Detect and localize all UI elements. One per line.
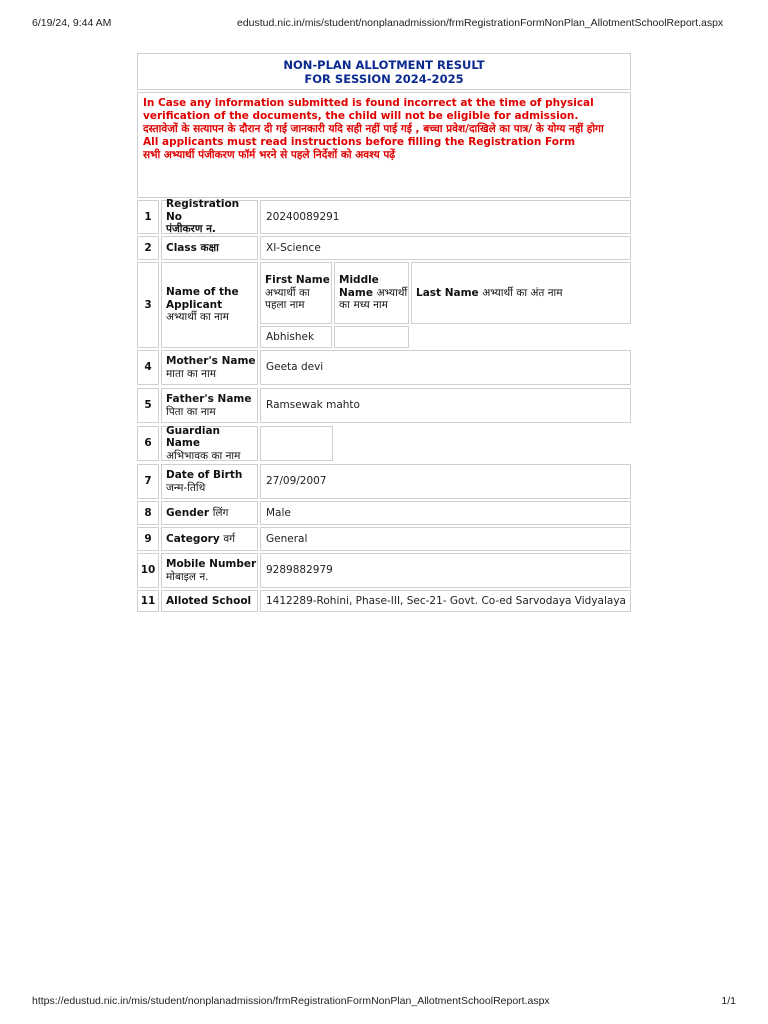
label-en: Class — [166, 241, 197, 254]
print-datetime: 6/19/24, 9:44 AM — [32, 17, 112, 29]
dob-value: 27/09/2007 — [260, 464, 631, 499]
row-number: 4 — [137, 350, 159, 385]
class-label — [161, 236, 258, 260]
notice-en-1: In Case any information submitted is found incorrect at the time of physical verification of the documents, the child will not be eligible for admission. — [143, 97, 594, 122]
category-label — [161, 527, 258, 551]
alloted-school-value: 1412289-Rohini, Phase-III, Sec-21- Govt. Co-ed Sarvodaya Vidyalaya — [260, 590, 631, 612]
alloted-school-label: Alloted School — [161, 590, 258, 612]
row-number: 8 — [137, 501, 159, 525]
first-name-en: First Name — [265, 274, 330, 287]
father-name-value: Ramsewak mahto — [260, 388, 631, 423]
first-name-hi-2: पहला नाम — [265, 299, 305, 312]
class-value: XI-Science — [260, 236, 631, 260]
mobile-value: 9289882979 — [260, 553, 631, 588]
label-en-2: Applicant — [166, 298, 223, 311]
last-name-header — [411, 262, 631, 324]
mother-name-label — [161, 350, 258, 385]
print-header — [32, 17, 736, 31]
notice-hi-1: दस्तावेजों के सत्यापन के दौरान दी गई जानकारी यदि सही नहीं पाई गई , बच्चा प्रवेश/दाखिले का पात्र/ के योग्य नहीं होगा — [143, 123, 604, 135]
label-hi: माता का नाम — [166, 367, 216, 380]
row-number: 11 — [137, 590, 159, 612]
row-number: 3 — [137, 262, 159, 348]
report-title — [137, 53, 631, 90]
applicant-name-label — [161, 262, 258, 348]
category-value: General — [260, 527, 631, 551]
label-en: Mobile Number — [166, 558, 257, 570]
label-en: Date of Birth — [166, 469, 243, 481]
label-hi: अभ्यार्थी का नाम — [166, 311, 229, 324]
print-url: edustud.nic.in/mis/student/nonplanadmission/frmRegistrationFormNonPlan_AllotmentSchoolReport.aspx — [237, 17, 724, 29]
label-en-1: Name of the — [166, 286, 239, 299]
middle-name-value — [334, 326, 409, 348]
row-number: 10 — [137, 553, 159, 588]
father-name-label — [161, 388, 258, 423]
row-number: 1 — [137, 200, 159, 234]
notice-hi-2: सभी अभ्यार्थी पंजीकरण फॉर्म भरने से पहले निर्देशों को अवश्य पढ़ें — [143, 149, 396, 161]
label-hi: मोबाइल न. — [166, 570, 209, 583]
notice — [137, 92, 631, 198]
label-hi: वर्ग — [223, 532, 236, 545]
gender-label — [161, 501, 258, 525]
mother-name-value: Geeta devi — [260, 350, 631, 385]
first-name-value: Abhishek — [260, 326, 332, 348]
guardian-name-value — [260, 426, 333, 461]
middle-name-en-2: Name — [339, 286, 373, 299]
label-hi: कक्षा — [200, 241, 219, 254]
title-line-2: FOR SESSION 2024-2025 — [304, 72, 464, 86]
footer-url: https://edustud.nic.in/mis/student/nonplanadmission/frmRegistrationFormNonPlan_AllotmentSchoolReport.aspx — [32, 995, 550, 1007]
gender-value: Male — [260, 501, 631, 525]
notice-en-2: All applicants must read instructions before filling the Registration Form — [143, 136, 576, 148]
first-name-header — [260, 262, 332, 324]
label-hi: अभिभावक का नाम — [166, 449, 241, 462]
label-hi: लिंग — [212, 506, 229, 519]
row-number: 2 — [137, 236, 159, 260]
middle-name-hi-1: अभ्यार्थी का — [339, 286, 408, 312]
page-number: 1/1 — [721, 995, 736, 1007]
row-number: 9 — [137, 527, 159, 551]
label-en: Category — [166, 532, 220, 545]
label-en: Guardian Name — [166, 424, 221, 450]
first-name-hi-1: अभ्यार्थी का — [265, 286, 310, 299]
row-number: 7 — [137, 464, 159, 499]
registration-no-value: 20240089291 — [260, 200, 631, 234]
mobile-label — [161, 553, 258, 588]
label-en: Gender — [166, 506, 210, 519]
row-number: 5 — [137, 388, 159, 423]
label-hi: पंजीकरण न. — [166, 223, 216, 236]
label-en: Mother's Name — [166, 355, 256, 367]
dob-label — [161, 464, 258, 499]
label-en: Registration No — [166, 198, 240, 223]
last-name-hi: अभ्यार्थी का अंत नाम — [482, 286, 563, 299]
guardian-name-label — [161, 426, 258, 461]
print-footer — [32, 995, 736, 1009]
label-hi: पिता का नाम — [166, 405, 216, 418]
middle-name-hi-2: मध्य नाम — [353, 299, 388, 312]
title-line-1: NON-PLAN ALLOTMENT RESULT — [283, 58, 485, 72]
middle-name-header — [334, 262, 409, 324]
last-name-en: Last Name — [416, 286, 479, 299]
label-hi: जन्म-तिथि — [166, 481, 206, 494]
middle-name-en-1: Middle — [339, 274, 379, 287]
row-number: 6 — [137, 426, 159, 461]
registration-no-label — [161, 200, 258, 234]
label-en: Father's Name — [166, 393, 252, 405]
